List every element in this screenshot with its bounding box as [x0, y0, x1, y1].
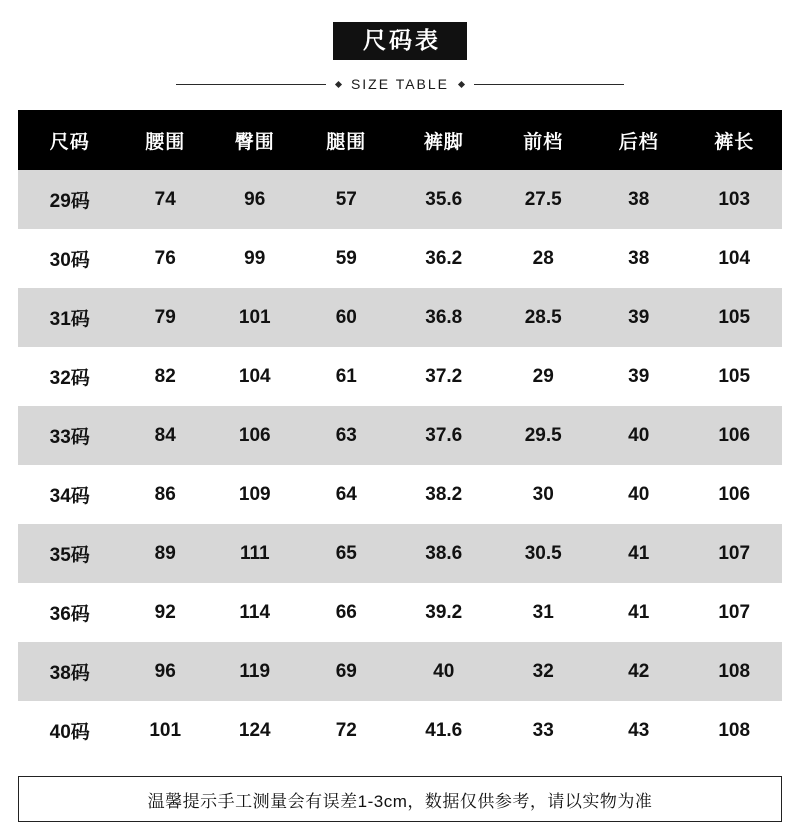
table-row — [18, 406, 782, 465]
table-cell: 61 — [301, 347, 393, 406]
table-cell: 104 — [209, 347, 301, 406]
table-cell: 28.5 — [495, 288, 590, 347]
table-row — [18, 524, 782, 583]
table-cell: 106 — [209, 406, 301, 465]
table-cell: 29码 — [18, 170, 121, 229]
table-cell: 41 — [591, 583, 686, 642]
table-row — [18, 701, 782, 760]
table-cell: 60 — [301, 288, 393, 347]
subtitle-row — [0, 76, 800, 92]
table-cell: 101 — [209, 288, 301, 347]
table-cell: 63 — [301, 406, 393, 465]
table-cell: 124 — [209, 701, 301, 760]
table-cell: 66 — [301, 583, 393, 642]
table-cell: 84 — [121, 406, 209, 465]
table-cell: 42 — [591, 642, 686, 701]
table-cell: 106 — [686, 406, 782, 465]
table-cell: 96 — [209, 170, 301, 229]
table-row — [18, 465, 782, 524]
table-cell: 34码 — [18, 465, 121, 524]
subtitle-rule-left — [176, 84, 326, 85]
column-header: 臀围 — [209, 110, 301, 170]
table-cell: 108 — [686, 701, 782, 760]
table-cell: 39.2 — [392, 583, 495, 642]
table-cell: 82 — [121, 347, 209, 406]
table-cell: 32码 — [18, 347, 121, 406]
table-cell: 65 — [301, 524, 393, 583]
table-cell: 36.2 — [392, 229, 495, 288]
table-cell: 38.2 — [392, 465, 495, 524]
table-cell: 35码 — [18, 524, 121, 583]
table-body — [18, 170, 782, 760]
table-cell: 41 — [591, 524, 686, 583]
table-header-row — [18, 110, 782, 170]
table-row — [18, 288, 782, 347]
table-cell: 107 — [686, 524, 782, 583]
table-cell: 96 — [121, 642, 209, 701]
table-cell: 105 — [686, 288, 782, 347]
table-cell: 30 — [495, 465, 590, 524]
table-cell: 31 — [495, 583, 590, 642]
table-cell: 114 — [209, 583, 301, 642]
table-cell: 32 — [495, 642, 590, 701]
table-cell: 119 — [209, 642, 301, 701]
table-cell: 30码 — [18, 229, 121, 288]
table-cell: 101 — [121, 701, 209, 760]
table-cell: 104 — [686, 229, 782, 288]
table-cell: 39 — [591, 288, 686, 347]
footer-note — [18, 776, 782, 822]
column-header: 裤长 — [686, 110, 782, 170]
table-cell: 38码 — [18, 642, 121, 701]
table-header — [18, 110, 782, 170]
column-header: 裤脚 — [392, 110, 495, 170]
table-cell: 37.2 — [392, 347, 495, 406]
table-cell: 64 — [301, 465, 393, 524]
table-cell: 40 — [591, 406, 686, 465]
table-cell: 41.6 — [392, 701, 495, 760]
table-row — [18, 583, 782, 642]
table-cell: 36码 — [18, 583, 121, 642]
table-cell: 40 — [392, 642, 495, 701]
diamond-icon-right — [458, 80, 465, 87]
table-cell: 72 — [301, 701, 393, 760]
column-header: 前档 — [495, 110, 590, 170]
table-cell: 105 — [686, 347, 782, 406]
diamond-icon-left — [335, 80, 342, 87]
table-cell: 108 — [686, 642, 782, 701]
table-cell: 36.8 — [392, 288, 495, 347]
table-cell: 38 — [591, 229, 686, 288]
table-cell: 111 — [209, 524, 301, 583]
table-cell: 99 — [209, 229, 301, 288]
page-subtitle: SIZE TABLE — [350, 76, 450, 92]
column-header: 后档 — [591, 110, 686, 170]
table-cell: 30.5 — [495, 524, 590, 583]
table-cell: 29 — [495, 347, 590, 406]
size-table — [18, 110, 782, 760]
table-row — [18, 642, 782, 701]
table-cell: 109 — [209, 465, 301, 524]
table-cell: 29.5 — [495, 406, 590, 465]
table-cell: 59 — [301, 229, 393, 288]
table-cell: 37.6 — [392, 406, 495, 465]
column-header: 腰围 — [121, 110, 209, 170]
page-title: 尺码表 — [333, 22, 467, 60]
table-cell: 33 — [495, 701, 590, 760]
table-cell: 43 — [591, 701, 686, 760]
table-cell: 38.6 — [392, 524, 495, 583]
table-cell: 69 — [301, 642, 393, 701]
table-cell: 38 — [591, 170, 686, 229]
table-cell: 31码 — [18, 288, 121, 347]
table-cell: 74 — [121, 170, 209, 229]
column-header: 尺码 — [18, 110, 121, 170]
table-row — [18, 347, 782, 406]
table-cell: 106 — [686, 465, 782, 524]
subtitle-rule-right — [474, 84, 624, 85]
footer-note-text: 温馨提示手工测量会有误差1-3cm，数据仅供参考，请以实物为准 — [147, 791, 653, 811]
table-row — [18, 170, 782, 229]
table-cell: 39 — [591, 347, 686, 406]
table-cell: 40码 — [18, 701, 121, 760]
table-cell: 27.5 — [495, 170, 590, 229]
table-cell: 79 — [121, 288, 209, 347]
table-cell: 92 — [121, 583, 209, 642]
table-cell: 107 — [686, 583, 782, 642]
size-table-container — [18, 110, 782, 760]
table-cell: 40 — [591, 465, 686, 524]
table-row — [18, 229, 782, 288]
table-cell: 103 — [686, 170, 782, 229]
table-cell: 33码 — [18, 406, 121, 465]
table-cell: 76 — [121, 229, 209, 288]
table-cell: 86 — [121, 465, 209, 524]
table-cell: 57 — [301, 170, 393, 229]
table-cell: 28 — [495, 229, 590, 288]
title-block — [0, 0, 800, 92]
table-cell: 35.6 — [392, 170, 495, 229]
table-cell: 89 — [121, 524, 209, 583]
column-header: 腿围 — [301, 110, 393, 170]
